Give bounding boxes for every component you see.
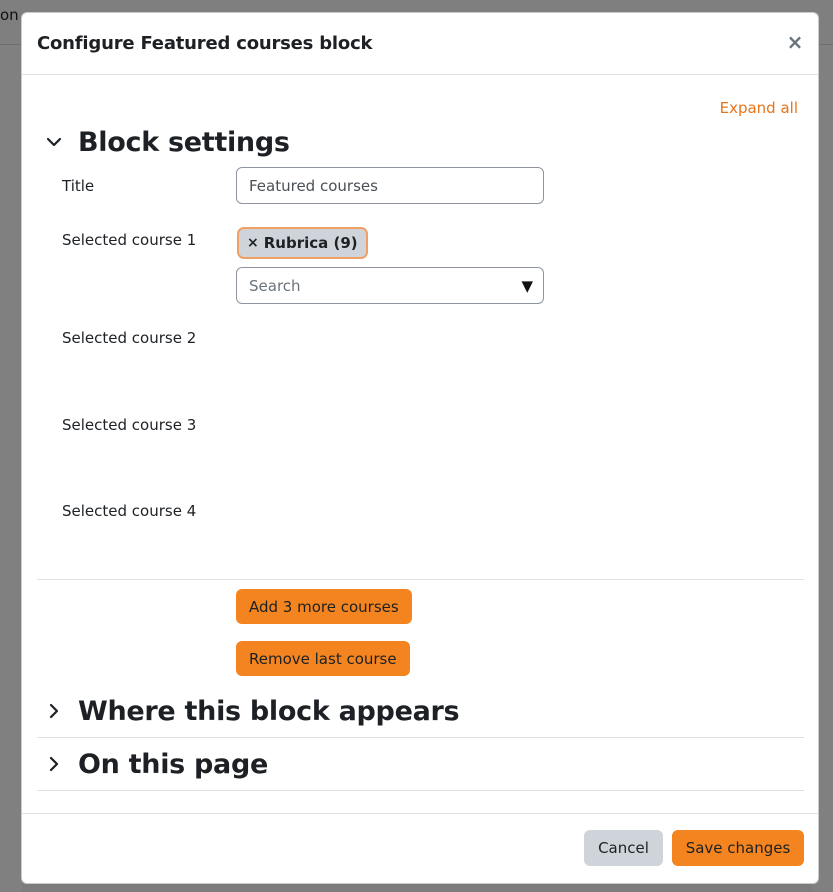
section-where-appears	[38, 695, 459, 727]
selected-course-4-label: Selected course 4	[62, 502, 197, 520]
section-title-where-appears[interactable]: Where this block appears	[78, 695, 460, 727]
add-more-courses-button[interactable]: Add 3 more courses	[236, 589, 412, 624]
chevron-down-icon[interactable]	[38, 126, 70, 158]
cancel-button[interactable]: Cancel	[584, 830, 663, 866]
divider	[37, 737, 804, 738]
course-search-input[interactable]	[236, 267, 544, 304]
close-icon[interactable]: ×	[786, 30, 804, 54]
selected-course-2-label: Selected course 2	[62, 329, 197, 347]
selected-course-tag[interactable]	[237, 227, 368, 259]
configure-block-modal	[21, 12, 819, 884]
section-on-this-page	[38, 748, 268, 780]
modal-footer	[22, 813, 818, 883]
modal-header	[22, 13, 818, 75]
divider	[37, 790, 804, 791]
title-input[interactable]	[236, 167, 544, 204]
title-label: Title	[62, 177, 95, 195]
chevron-right-icon[interactable]	[38, 695, 70, 727]
section-title-on-this-page[interactable]: On this page	[78, 748, 269, 780]
selected-course-tag-label: Rubrica (9)	[263, 234, 358, 252]
section-block-settings	[38, 126, 290, 158]
selected-course-3-label: Selected course 3	[62, 416, 197, 434]
section-title-block-settings[interactable]: Block settings	[78, 126, 290, 158]
save-changes-button[interactable]: Save changes	[672, 830, 804, 866]
dropdown-arrow-icon[interactable]: ▼	[521, 276, 533, 295]
remove-last-course-button[interactable]: Remove last course	[236, 641, 410, 676]
selected-course-1-label: Selected course 1	[62, 231, 197, 249]
remove-tag-icon[interactable]: ×	[247, 235, 259, 251]
search-placeholder: Search	[249, 276, 301, 295]
expand-all-link[interactable]: Expand all	[719, 99, 798, 117]
background-text: on	[0, 6, 19, 24]
chevron-right-icon[interactable]	[38, 748, 70, 780]
divider	[37, 579, 804, 580]
modal-title: Configure Featured courses block	[37, 33, 373, 54]
